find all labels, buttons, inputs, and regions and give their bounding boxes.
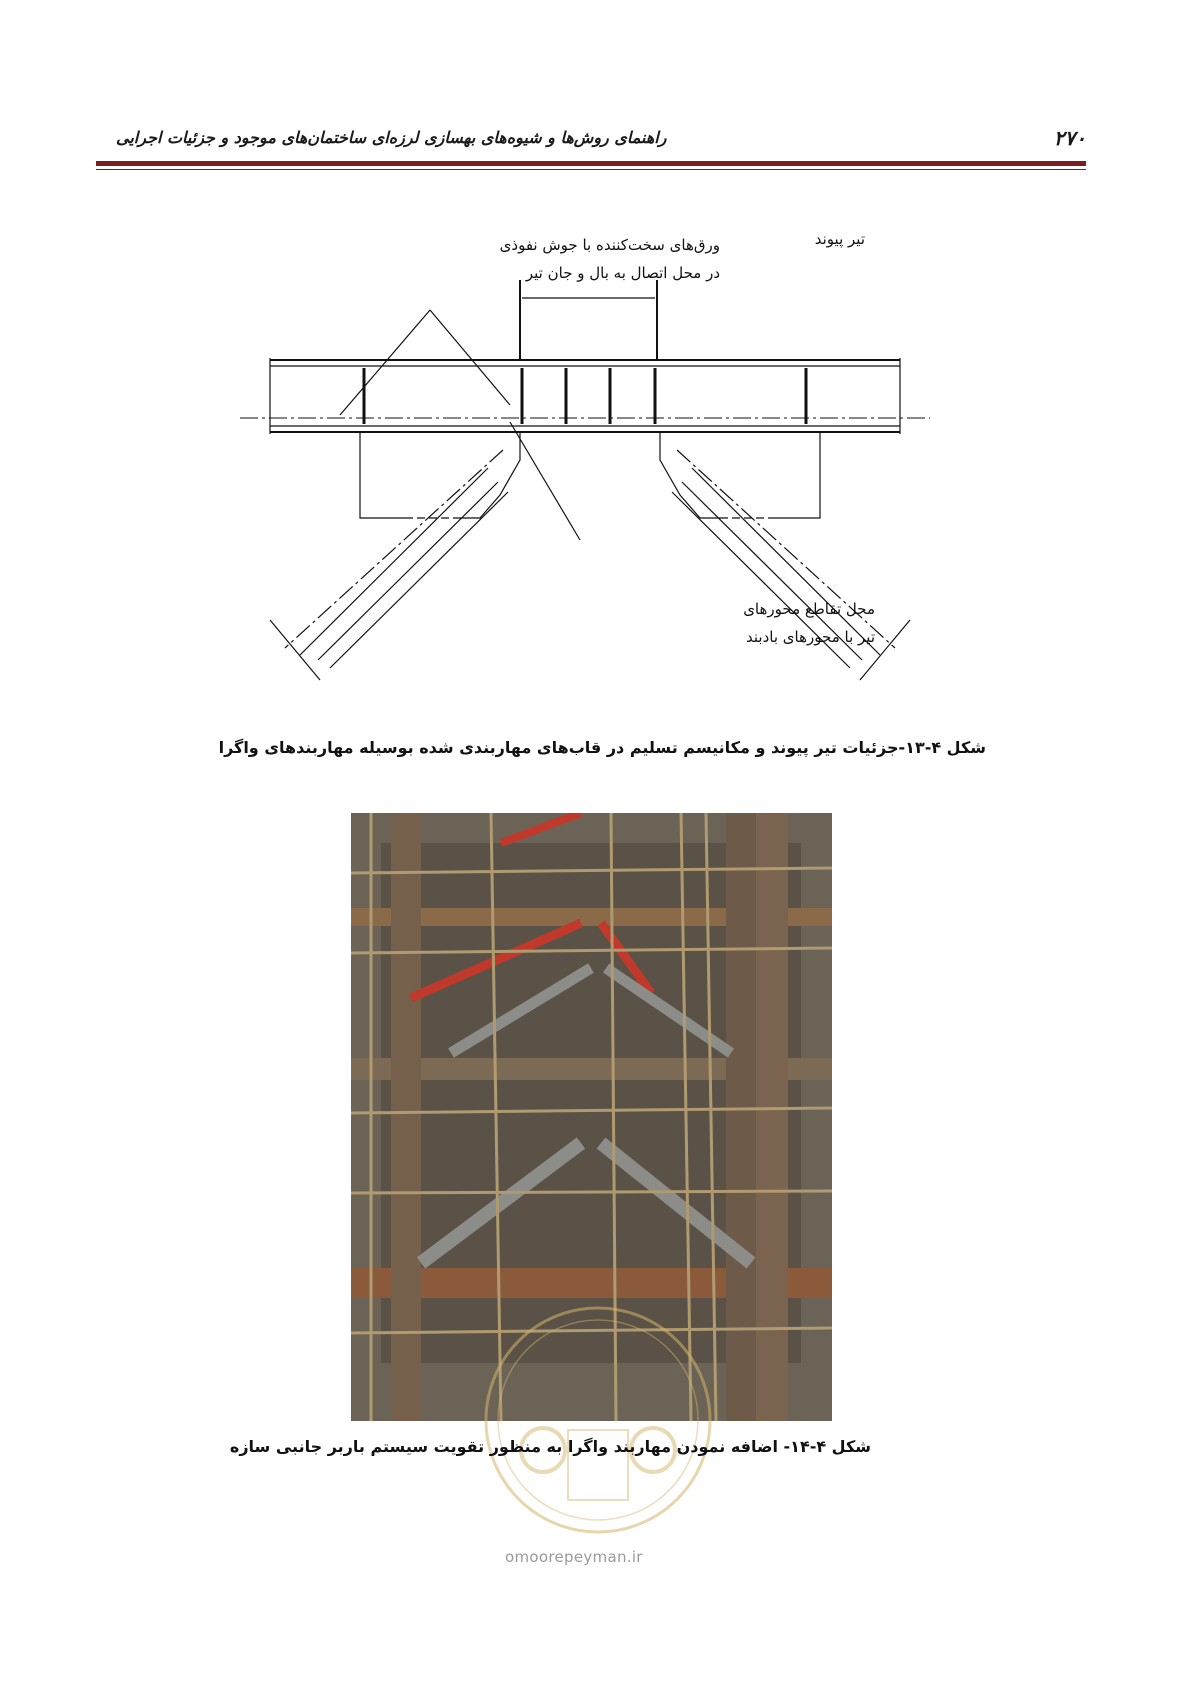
header-rule-thick [96,161,1086,166]
figure-13-caption: شکل ۴-۱۳-جزئیات تیر پیوند و مکانیسم تسلیم در قاب‌های مهاربندی شده بوسیله مهاربندهای واگرا [218,738,986,757]
figure-14-caption: شکل ۴-۱۴- اضافه نمودن مهاربند واگرا به منظور تقویت سیستم باربر جانبی سازه [229,1437,871,1456]
link-beam-diagram [240,230,940,690]
label-link-beam: تیر پیوند [814,230,865,248]
link-beam-drawing [240,230,940,690]
label-intersection-2: تیر با محورهای بادبند [746,628,875,646]
label-stiffeners-2: در محل اتصال به بال و جان تیر [525,264,720,282]
label-stiffeners-1: ورق‌های سخت‌کننده با جوش نفوذی [499,236,720,254]
watermark-logo [478,1300,718,1540]
watermark-url: omoorepeyman.ir [505,1548,643,1566]
running-title: راهنمای روش‌ها و شیوه‌های بهسازی لرزه‌ای ساختمان‌های موجود و جزئیات اجرایی [116,128,667,147]
page-number: ۲۷۰ [1053,126,1086,150]
label-intersection-1: محل تقاطع محورهای [743,600,875,618]
header-rule-thin [96,169,1086,170]
page-header [96,126,1086,156]
watermark-stamp [478,1300,718,1540]
